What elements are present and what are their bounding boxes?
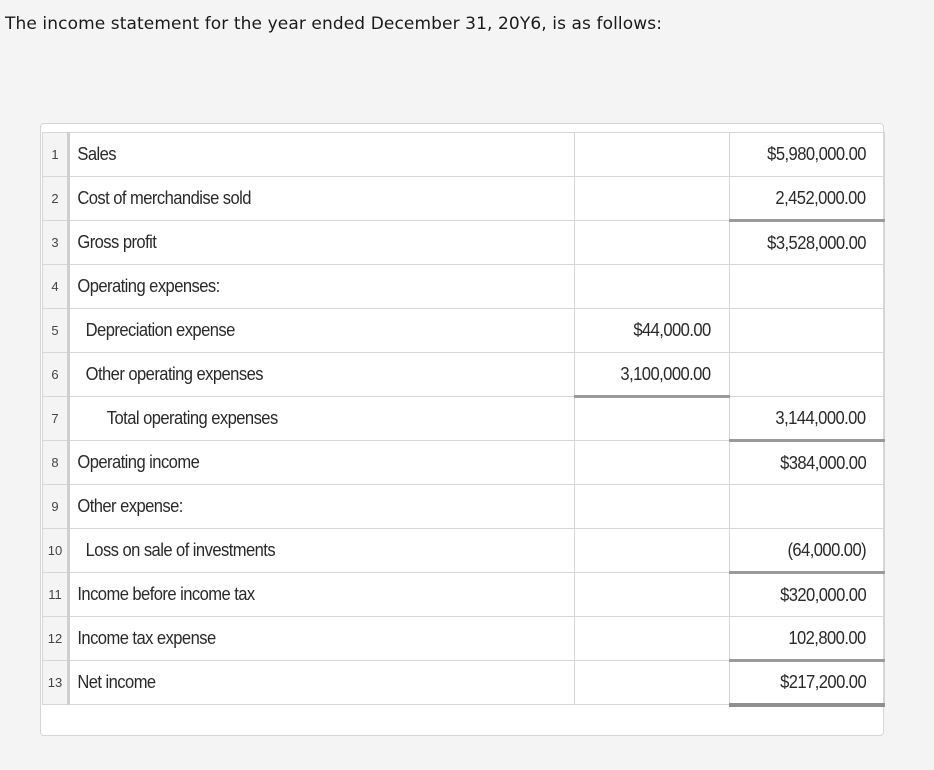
row-amount-column-2 <box>730 353 885 397</box>
table-row <box>43 573 885 617</box>
row-label: Operating income <box>69 441 575 485</box>
row-amount-column-1 <box>575 529 730 573</box>
row-label: Sales <box>69 133 575 177</box>
row-number: 7 <box>43 397 69 441</box>
row-amount-column-2: 2,452,000.00 <box>730 177 885 221</box>
row-amount-column-1 <box>575 661 730 705</box>
row-amount-column-2 <box>730 485 885 529</box>
row-amount-column-1 <box>575 441 730 485</box>
row-number: 5 <box>43 309 69 353</box>
row-number: 12 <box>43 617 69 661</box>
row-amount-column-2: $3,528,000.00 <box>730 221 885 265</box>
income-statement-table <box>42 132 885 707</box>
row-amount-column-1 <box>575 221 730 265</box>
table-row <box>43 265 885 309</box>
row-number: 4 <box>43 265 69 309</box>
row-amount-column-1 <box>575 133 730 177</box>
table-row <box>43 133 885 177</box>
row-label: Cost of merchandise sold <box>69 177 575 221</box>
row-number: 3 <box>43 221 69 265</box>
row-amount-column-2: $5,980,000.00 <box>730 133 885 177</box>
row-amount-column-2 <box>730 265 885 309</box>
row-amount-column-2: $217,200.00 <box>730 661 885 705</box>
intro-text: The income statement for the year ended December 31, 20Y6, is as follows: <box>5 14 663 34</box>
table-row <box>43 177 885 221</box>
row-label: Loss on sale of investments <box>69 529 575 573</box>
row-amount-column-1: $44,000.00 <box>575 309 730 353</box>
table-row <box>43 221 885 265</box>
row-amount-column-1 <box>575 485 730 529</box>
row-label: Income tax expense <box>69 617 575 661</box>
table-row <box>43 309 885 353</box>
row-label: Income before income tax <box>69 573 575 617</box>
row-number: 2 <box>43 177 69 221</box>
table-row <box>43 529 885 573</box>
row-number: 1 <box>43 133 69 177</box>
table-row <box>43 353 885 397</box>
table-row <box>43 485 885 529</box>
row-amount-column-1 <box>575 573 730 617</box>
row-amount-column-2: (64,000.00) <box>730 529 885 573</box>
row-amount-column-1 <box>575 177 730 221</box>
row-label: Gross profit <box>69 221 575 265</box>
row-label: Total operating expenses <box>69 397 575 441</box>
table-row <box>43 397 885 441</box>
table-row <box>43 661 885 705</box>
row-amount-column-1 <box>575 617 730 661</box>
row-number: 10 <box>43 529 69 573</box>
row-amount-column-2 <box>730 309 885 353</box>
table-row <box>43 441 885 485</box>
row-amount-column-2: $384,000.00 <box>730 441 885 485</box>
row-label: Other expense: <box>69 485 575 529</box>
row-number: 11 <box>43 573 69 617</box>
row-amount-column-1 <box>575 397 730 441</box>
row-amount-column-2: $320,000.00 <box>730 573 885 617</box>
row-label: Depreciation expense <box>69 309 575 353</box>
row-number: 8 <box>43 441 69 485</box>
row-amount-column-1: 3,100,000.00 <box>575 353 730 397</box>
row-number: 9 <box>43 485 69 529</box>
row-number: 6 <box>43 353 69 397</box>
row-label: Other operating expenses <box>69 353 575 397</box>
row-label: Net income <box>69 661 575 705</box>
row-amount-column-2: 102,800.00 <box>730 617 885 661</box>
row-label: Operating expenses: <box>69 265 575 309</box>
row-number: 13 <box>43 661 69 705</box>
row-amount-column-2: 3,144,000.00 <box>730 397 885 441</box>
table-row <box>43 617 885 661</box>
row-amount-column-1 <box>575 265 730 309</box>
